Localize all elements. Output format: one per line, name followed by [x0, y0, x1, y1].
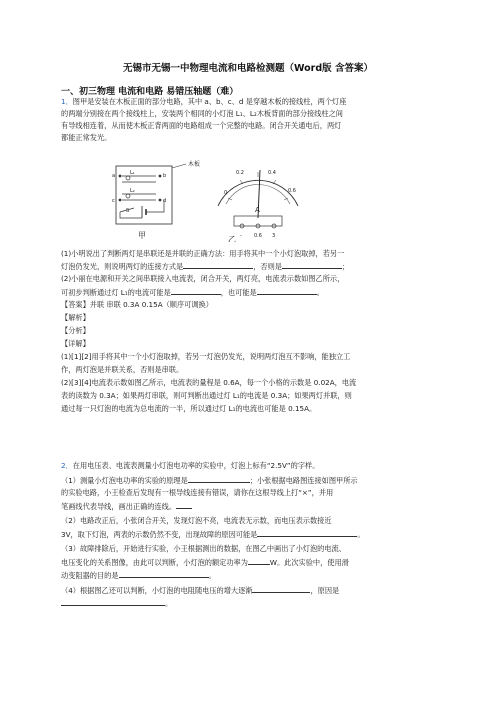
q1-stem-line-3: 有导线相连着，从而使木板正背两面的电路组成一个完整的电路。闭合开关通电后，两灯 [61, 121, 342, 130]
q1-answer-blank-2[interactable] [282, 260, 342, 269]
tick-06: 0.6 [288, 188, 296, 194]
q2-stem-text: 在用电压表、电流表测量小灯泡电功率的实验中，灯泡上标有“2.5V”的字样。 [72, 461, 320, 470]
q1-fenxi-label: 【分析】 [61, 326, 90, 335]
q1-figure [108, 146, 308, 242]
q1-sub2-line-1: (2)小丽在电源和开关之间串联接入电流表，闭合开关，两灯亮，电流表示数如图乙所示， [61, 274, 345, 283]
label-d: d [163, 198, 167, 204]
document-title: 无锡市无锡一中物理电流和电路检测题（Word版 含答案） [123, 63, 373, 74]
q2-line-5 [61, 528, 439, 542]
q2-part4-text-b: ，原因是 [310, 586, 340, 595]
q2-part3-text-a: 电压变化的关系图像，由此可以判断，小灯泡的额定功率为 [61, 558, 248, 567]
q1-sub1-line-2 [61, 260, 439, 274]
q2-line-2: 的实验电路，小王检查后发现有一根导线连接有错误，请你在这根导线上打“×”，并用 [61, 488, 334, 497]
q2-answer-blank-5[interactable] [119, 569, 209, 578]
q2-answer-blank-4[interactable] [248, 556, 270, 565]
label-l1: L₁ [130, 170, 135, 176]
q1-number: 1． [61, 97, 73, 106]
q2-line-8 [61, 569, 439, 583]
q1-detail-line-1: (1)[1][2]用手将其中一个小灯泡取掉，若另一灯泡仍发光，说明两灯泡互不影响，能独立工 [61, 352, 351, 361]
q2-line-3 [61, 500, 439, 514]
q2-line-6: （3）故障排除后，开始进行实验，小王根据测出的数据，在图乙中画出了小灯泡的电流、 [61, 544, 346, 553]
q2-part3-text-b: W。此次实验中，使用滑 [269, 558, 349, 567]
q2-number: 2． [61, 461, 73, 470]
q2-line-7 [61, 556, 439, 570]
q2-part2-text-a: 3V，取下灯泡，两表的示数仍然不变，出现故障的原因可能是 [61, 530, 258, 539]
lamp-l1-icon [126, 176, 130, 180]
label-s: S [126, 208, 130, 214]
q1-stem-line-4: 都能正常发光。 [61, 133, 112, 142]
meter-unit: A [255, 206, 260, 214]
q1-xiangjie-label: 【详解】 [61, 339, 90, 348]
q2-part2-text-b: 。 [357, 530, 365, 539]
q1-jiexi-label: 【解析】 [61, 313, 90, 322]
label-yi: 乙 [228, 235, 236, 242]
q2-part1-text-c: 笔画线代表导线，画出正确的连线。 [61, 502, 177, 511]
terminal-a [119, 175, 122, 178]
q1-detail-line-4: 表的读数为 0.3A；如果两灯串联，则可判断出通过灯 L₁的电流是 0.3A；如果两灯并联，则 [61, 391, 352, 400]
figure-jia-circuit [116, 164, 186, 224]
q1-sub1-text-a: 灯泡仍发光，则说明两灯的连接方式是 [61, 262, 184, 271]
label-b: b [163, 173, 167, 179]
q1-detail-line-2: 作，两灯泡是并联关系，否则是串联。 [61, 365, 184, 374]
q2-part1-text-a: （1）测量小灯泡电功率的实验的原理是 [61, 476, 188, 485]
q2-line-4: （2）电路改正后，小张闭合开关，发现灯泡不亮，电流表无示数，而电压表示数接近 [61, 516, 332, 525]
q1-sub2-line-2 [61, 286, 439, 300]
q2-answer-blank-6[interactable] [252, 584, 310, 593]
lamp-l2-icon [126, 194, 130, 198]
q1-sub1-line-1: (1)小明说出了判断两灯是串联还是并联的正确方法：用手将其中一个小灯泡取掉，若另一 [61, 249, 345, 258]
q1-answer: 【答案】并联 串联 0.3A 0.15A（顺序可调换） [61, 300, 213, 309]
tick-02: 0.2 [236, 170, 244, 176]
label-jia: 甲 [138, 231, 146, 240]
q2-part3-text-d: 。 [208, 571, 216, 580]
q1-stem-text-1: 图甲是安装在木板正面的部分电路，其中 a、b、c、d 是穿越木板的接线柱，两个灯座 [72, 97, 347, 106]
figure-yi-ammeter [218, 170, 298, 228]
label-c: c [112, 198, 115, 204]
label-a: a [112, 173, 116, 179]
tick-0: 0 [224, 190, 228, 196]
q2-line-10 [61, 597, 439, 611]
terminal-b [159, 175, 162, 178]
q1-sub2-text-b: ，也可能是 [220, 288, 257, 297]
q2-answer-blank-7[interactable] [61, 597, 165, 606]
label-minus: - [240, 233, 242, 239]
q1-sub2-text-a: 可初步判断通过灯 L₁的电流可能是 [61, 288, 171, 297]
tick-04: 0.4 [268, 170, 276, 176]
q2-part4-text-a: （4）根据图乙还可以判断，小灯泡的电阻随电压的增大逐渐 [61, 586, 253, 595]
q1-detail-line-3: (2)[3][4]电流表示数如图乙所示，电流表的量程是 0.6A，每一个小格的示数是 0.02A，电流 [61, 378, 357, 387]
q2-part4-text-c: 。 [165, 599, 173, 608]
section-heading: 一、初三物理 电流和电路 易错压轴题（难） [61, 87, 239, 97]
q1-sub1-text-c: ； [341, 262, 350, 271]
terminal-d [159, 199, 162, 202]
label-board: 木板 [188, 161, 201, 168]
q1-stem-line-2: 的两端分别接在两个接线柱上，安装两个相同的小灯泡 L₁、L₂木板背面的部分接线柱之间 [61, 109, 343, 118]
q2-answer-blank-3[interactable] [257, 528, 357, 537]
q1-answer-blank-1[interactable] [183, 260, 253, 269]
q1-detail-line-5: 通过每一只灯泡的电流为总电流的一半，所以通过灯 L₁的电流也可能是 0.15A。 [61, 404, 317, 413]
q2-part3-text-c: 动变阻器的目的是 [61, 571, 119, 580]
q1-sub1-text-b: ，否则是 [253, 262, 282, 271]
label-l2: L₂ [130, 188, 135, 194]
q2-answer-blank-1[interactable] [188, 474, 250, 483]
label-t06: 0.6 [254, 233, 262, 239]
q2-stem [61, 460, 439, 473]
q1-sub2-text-c: 。 [316, 288, 324, 297]
q2-answer-blank-2[interactable] [176, 500, 192, 509]
q1-answer-blank-3[interactable] [171, 286, 221, 295]
q2-line-1 [61, 474, 439, 488]
q1-stem-line-1 [61, 96, 439, 109]
terminal-c [119, 199, 122, 202]
q2-line-9 [61, 584, 439, 598]
q1-answer-blank-4[interactable] [257, 286, 317, 295]
label-t3: 3 [272, 233, 276, 239]
q2-part1-text-b: ；小张根据电路图连接如图甲所示 [249, 476, 358, 485]
